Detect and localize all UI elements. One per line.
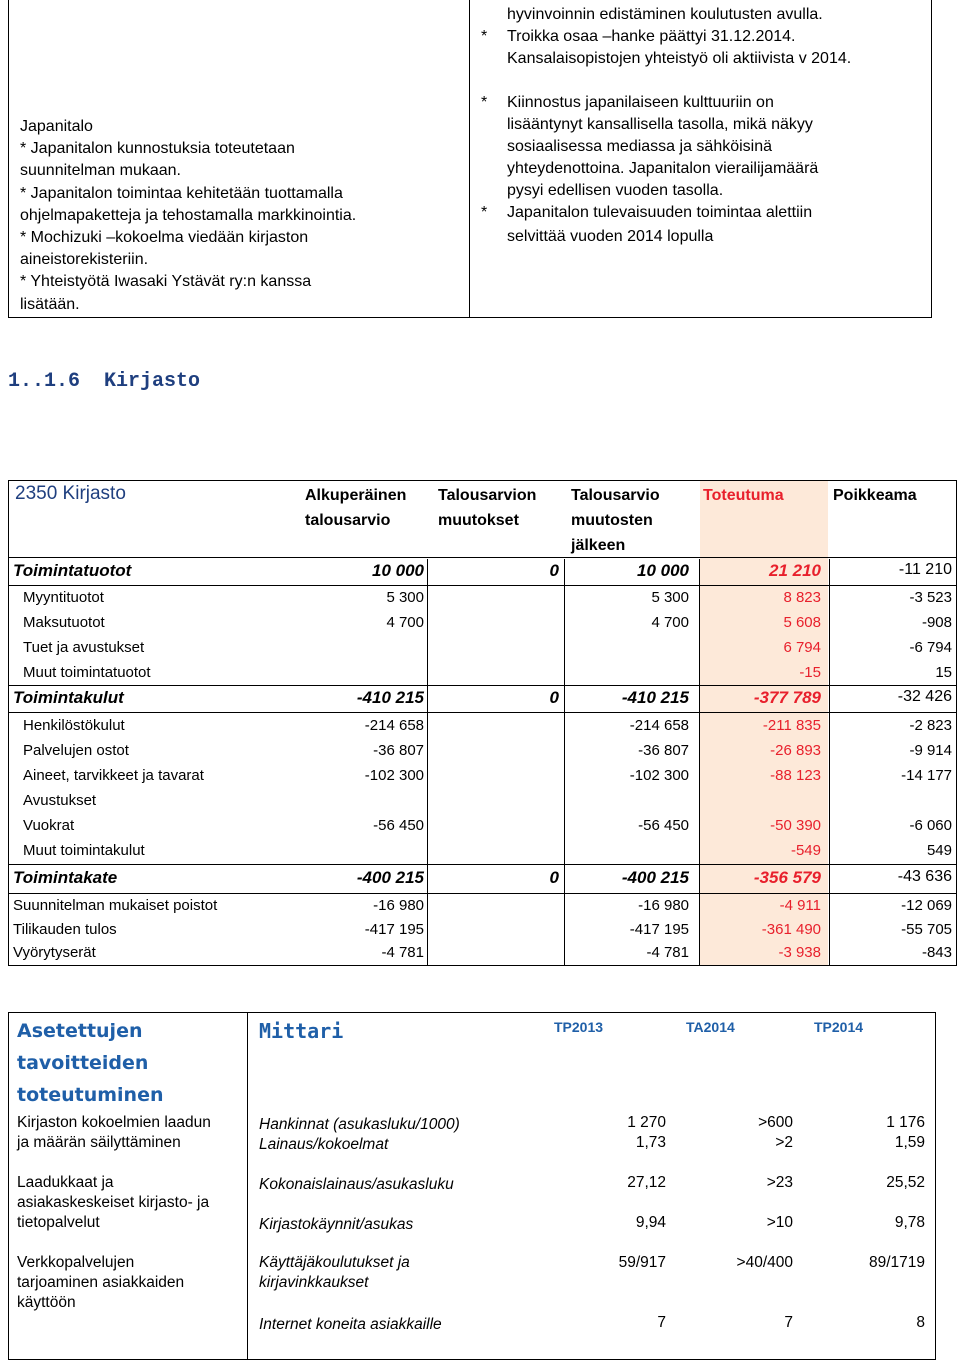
metric-column-header: TA2014 (686, 1019, 735, 1035)
row-label: Suunnitelman mukaiset poistot (13, 897, 218, 914)
row-value: -14 177 (901, 767, 952, 784)
metric-value: 7 (657, 1314, 666, 1331)
budget-column-header (571, 483, 660, 558)
goals-header-line: toteutuminen (17, 1084, 164, 1106)
row-value: -2 823 (909, 717, 952, 734)
metric-value: 9,78 (894, 1214, 925, 1231)
row-value: -377 789 (753, 688, 821, 707)
japanitalo-line: * Yhteistyötä Iwasaki Ystävät ry:n kanssa (20, 273, 312, 291)
table-row (9, 944, 956, 966)
metric-value: 27,12 (627, 1174, 666, 1191)
row-label: Tilikauden tulos (13, 921, 117, 938)
row-value: 549 (926, 842, 952, 859)
metric-value: 1,59 (894, 1134, 925, 1151)
row-label: Aineet, tarvikkeet ja tavarat (23, 767, 204, 784)
metric-name: Kokonaislainaus/asukasluku (259, 1176, 454, 1193)
goal-line: asiakaskeskeiset kirjasto- ja (17, 1194, 210, 1211)
row-value: -88 123 (770, 767, 821, 784)
goals-divider (247, 1013, 248, 1359)
table-row (9, 561, 956, 583)
metric-value: >10 (766, 1214, 793, 1231)
mittari-header: Mittari (259, 1019, 344, 1043)
row-value: -214 658 (629, 717, 689, 734)
header-line: Toteutuma (703, 487, 784, 504)
row-value: -417 195 (364, 921, 424, 938)
row-divider (9, 712, 956, 713)
section-heading (8, 370, 200, 393)
header-line: Talousarvion (438, 487, 537, 504)
row-value: -15 (799, 664, 821, 681)
table-row (9, 921, 956, 943)
row-value: -55 705 (901, 921, 952, 938)
table-row (9, 664, 956, 686)
row-value: -417 195 (629, 921, 689, 938)
metric-name-line: kirjavinkkaukset (259, 1274, 369, 1291)
metric-name-line: Käyttäjäkoulutukset ja (259, 1254, 410, 1271)
row-value: 5 608 (783, 614, 821, 631)
row-value: -102 300 (364, 767, 424, 784)
header-line: muutosten (571, 512, 653, 529)
metric-name: Kirjastokäynnit/asukas (259, 1216, 414, 1233)
row-label: Vyörytyserät (13, 944, 96, 961)
table-row (9, 868, 956, 890)
row-value: -16 980 (638, 897, 689, 914)
row-value: -400 215 (356, 868, 424, 887)
goal-line: Verkkopalvelujen (17, 1254, 135, 1271)
goals-header (17, 1015, 164, 1111)
metric-value: 25,52 (886, 1174, 925, 1191)
table-row (9, 817, 956, 839)
row-value: -56 450 (373, 817, 424, 834)
row-value: 5 300 (651, 589, 689, 606)
row-value: 21 210 (769, 561, 821, 580)
row-value: -211 835 (762, 717, 821, 734)
japanitalo-line: ohjelmapaketteja ja tehostamalla markkinointia. (20, 206, 357, 224)
row-label: Toimintakate (13, 868, 118, 887)
row-value: -4 911 (779, 897, 821, 914)
right-text-line: * Troikka osaa –hanke päättyi 31.12.2014. (481, 28, 796, 45)
metric-value: >23 (766, 1174, 793, 1191)
metric-value: 59/917 (618, 1254, 666, 1271)
row-divider (9, 585, 956, 586)
goal-text (17, 1113, 245, 1153)
metric-name (259, 1253, 519, 1293)
right-text-line: hyvinvoinnin edistäminen koulutusten avulla. (507, 6, 823, 23)
right-text-line: yhteydenottoina. Japanitalon vierailijamäärä (507, 160, 819, 177)
row-value: -32 426 (897, 688, 952, 705)
row-label: Muut toimintatuotot (23, 664, 151, 681)
table-row (9, 717, 956, 739)
row-value: -6 794 (909, 639, 952, 656)
row-value: -6 060 (909, 817, 952, 834)
row-value: 10 000 (372, 561, 424, 580)
row-label: Maksutuotot (23, 614, 105, 631)
header-line: muutokset (438, 512, 519, 529)
metric-value: 9,94 (635, 1214, 666, 1231)
header-line: Poikkeama (833, 487, 917, 504)
right-text-line: sosiaalisessa mediassa ja sähköisinä (507, 138, 773, 155)
row-value: 10 000 (637, 561, 689, 580)
row-value: -843 (921, 944, 952, 961)
goal-line: ja määrän säilyttäminen (17, 1134, 181, 1151)
japanitalo-line: * Mochizuki –kokoelma viedään kirjaston (20, 229, 309, 247)
row-value: -410 215 (356, 688, 424, 707)
row-label: Muut toimintakulut (23, 842, 145, 859)
metric-column-header: TP2014 (814, 1019, 864, 1035)
japanitalo-line: aineistorekisteriin. (20, 251, 149, 269)
metric-value: >2 (775, 1134, 793, 1151)
row-value: 15 (935, 664, 952, 681)
budget-title: 2350 Kirjasto (15, 483, 126, 504)
row-value: -356 579 (753, 868, 821, 887)
japanitalo-line: lisätään. (20, 295, 80, 313)
japanitalo-line: * Japanitalon toimintaa kehitetään tuottamalla (20, 184, 343, 202)
row-value: -549 (790, 842, 821, 859)
metric-value: 1 270 (627, 1114, 666, 1131)
goals-header-line: tavoitteiden (17, 1052, 149, 1074)
box-divider (469, 0, 470, 318)
metric-column-header: TP2013 (554, 1019, 604, 1035)
metric-name: Hankinnat (asukasluku/1000) (259, 1116, 460, 1133)
table-row (9, 767, 956, 789)
row-value: -36 807 (373, 742, 424, 759)
japanitalo-line: * Japanitalon kunnostuksia toteutetaan (20, 140, 295, 158)
row-value: -9 914 (909, 742, 952, 759)
japanitalo-title: Japanitalo (20, 118, 93, 135)
row-value: -3 523 (909, 589, 952, 606)
budget-column-header (305, 483, 406, 533)
section-number: 1..1.6 (8, 370, 81, 393)
row-value: -43 636 (897, 868, 952, 885)
metric-value: 1,73 (635, 1134, 666, 1151)
goals-header-line: Asetettujen (17, 1020, 143, 1042)
row-label: Palvelujen ostot (23, 742, 129, 759)
metric-value: >40/400 (736, 1254, 793, 1271)
row-value: 0 (549, 688, 559, 707)
goal-line: tietopalvelut (17, 1214, 100, 1231)
metric-name: Internet koneita asiakkaille (259, 1316, 442, 1333)
japanitalo-line: suunnitelman mukaan. (20, 162, 181, 180)
row-divider (9, 864, 956, 865)
budget-column-header (833, 483, 917, 508)
table-row (9, 792, 956, 814)
goal-line: Laadukkaat ja (17, 1174, 114, 1191)
row-label: Myyntituotot (23, 589, 104, 606)
row-value: -16 980 (373, 897, 424, 914)
row-label: Henkilöstökulut (23, 717, 125, 734)
header-line: Talousarvio (571, 487, 660, 504)
right-text-line: * Japanitalon tulevaisuuden toimintaa alettiin (481, 204, 813, 221)
right-text-line: Kansalaisopistojen yhteistyö oli aktiivista v 2014. (507, 50, 852, 67)
row-value: -102 300 (629, 767, 689, 784)
goal-line: tarjoaminen asiakkaiden (17, 1274, 185, 1291)
right-text-line: pysyi edellisen vuoden tasolla. (507, 182, 724, 199)
budget-table (8, 480, 957, 966)
row-value: 5 300 (386, 589, 424, 606)
row-value: 8 823 (783, 589, 821, 606)
section-title: Kirjasto (104, 370, 201, 393)
goal-text (17, 1253, 245, 1313)
row-value: -908 (921, 614, 952, 631)
goal-line: Kirjaston kokoelmien laadun (17, 1114, 211, 1131)
row-divider (9, 557, 956, 558)
row-value: -56 450 (638, 817, 689, 834)
goals-table (8, 1012, 936, 1360)
row-value: -400 215 (621, 868, 689, 887)
metric-value: 7 (784, 1314, 793, 1331)
table-row (9, 897, 956, 919)
japanitalo-text (20, 116, 450, 316)
row-value: -50 390 (770, 817, 821, 834)
row-value: 4 700 (386, 614, 424, 631)
budget-column-header (703, 483, 784, 508)
row-value: -11 210 (898, 561, 952, 578)
row-label: Toimintakulut (13, 688, 124, 707)
row-divider (9, 893, 956, 894)
row-value: -4 781 (646, 944, 689, 961)
row-value: 6 794 (783, 639, 821, 656)
row-label: Toimintatuotot (13, 561, 132, 580)
row-value: -214 658 (364, 717, 424, 734)
row-value: -410 215 (621, 688, 689, 707)
row-label: Vuokrat (23, 817, 75, 834)
table-row (9, 688, 956, 710)
metric-value: >600 (758, 1114, 793, 1131)
header-line: jälkeen (571, 537, 626, 554)
metric-value: 89/1719 (868, 1254, 925, 1271)
table-row (9, 639, 956, 661)
table-row (9, 589, 956, 611)
row-value: -26 893 (770, 742, 821, 759)
metric-value: 8 (916, 1314, 925, 1331)
row-label: Avustukset (23, 792, 97, 809)
table-row (9, 614, 956, 636)
goal-line: käyttöön (17, 1294, 76, 1311)
metric-value: 1 176 (886, 1114, 925, 1131)
metric-name: Lainaus/kokoelmat (259, 1136, 389, 1153)
table-row (9, 742, 956, 764)
header-line: talousarvio (305, 512, 391, 529)
row-value: -12 069 (901, 897, 952, 914)
right-text-line: lisääntynyt kansallisella tasolla, mikä näkyy (507, 116, 813, 133)
row-value: 0 (549, 868, 559, 887)
right-text-line: selvittää vuoden 2014 lopulla (507, 228, 714, 245)
budget-column-header (438, 483, 536, 533)
row-value: -3 938 (778, 944, 821, 961)
row-value: 0 (549, 561, 559, 580)
row-value: -4 781 (381, 944, 424, 961)
header-line: Alkuperäinen (305, 487, 407, 504)
table-row (9, 842, 956, 864)
row-label: Tuet ja avustukset (23, 639, 145, 656)
row-value: -361 490 (761, 921, 821, 938)
row-value: -36 807 (638, 742, 689, 759)
goal-text (17, 1173, 245, 1233)
right-text-line: * Kiinnostus japanilaiseen kulttuuriin on (481, 94, 774, 111)
row-value: 4 700 (651, 614, 689, 631)
